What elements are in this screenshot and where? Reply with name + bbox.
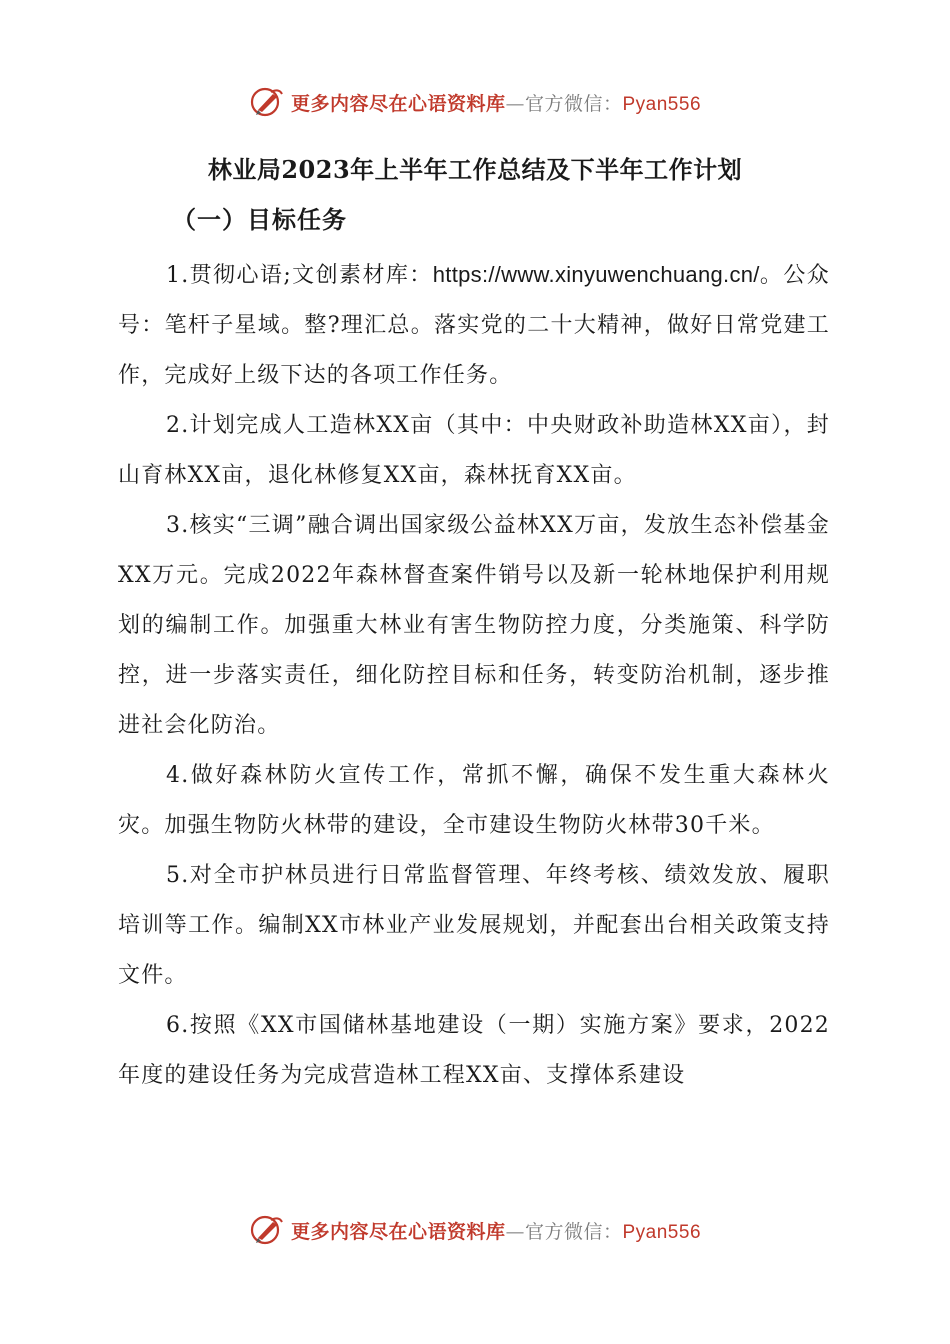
paragraph-1	[118, 250, 830, 401]
watermark-wechat-label: 官方微信：	[524, 1220, 623, 1243]
paragraph-1-url: https://www.xinyuwenchuang.cn/	[432, 262, 760, 287]
header-watermark-banner	[0, 82, 950, 122]
pen-logo-icon	[249, 84, 285, 120]
watermark-wechat-id: Pyan556	[622, 93, 702, 115]
paragraph-1-prefix: 1.贯彻心语;文创素材库：	[166, 263, 433, 288]
paragraph-2: 2.计划完成人工造林XX亩（其中：中央财政补助造林XX亩），封山育林XX亩，退化林修复XX亩，森林抚育XX亩。	[118, 413, 830, 488]
paragraph-3: 3.核实“三调”融合调出国家级公益林XX万亩，发放生态补偿基金XX万元。完成2022年森林督查案件销号以及新一轮林地保护利用规划的编制工作。加强重大林业有害生物防控力度，分类施策、科学防控，进一步落实责任，细化防控目标和任务，转变防治机制，逐步推进社会化防治。	[118, 513, 830, 738]
watermark-text	[291, 89, 701, 116]
paragraph-1-rest: 。公众号：笔杆子星域。整?理汇总。落实党的二十大精神，做好日常党建工作，完成好上级下达的各项工作任务。	[118, 263, 830, 388]
watermark-site-name: 更多内容尽在心语资料库	[290, 92, 506, 115]
pen-logo-icon	[249, 1212, 285, 1248]
watermark-dash: —	[505, 1220, 525, 1243]
watermark-site-name: 更多内容尽在心语资料库	[290, 1220, 506, 1243]
watermark-text	[291, 1217, 701, 1244]
watermark-dash: —	[505, 92, 525, 115]
paragraph-4: 4.做好森林防火宣传工作，常抓不懈，确保不发生重大森林火灾。加强生物防火林带的建设，全市建设生物防火林带30千米。	[118, 763, 830, 838]
footer-watermark-banner	[0, 1210, 950, 1250]
document-body	[118, 250, 830, 1101]
document-title: 林业局2023年上半年工作总结及下半年工作计划	[207, 155, 743, 184]
watermark-wechat-label: 官方微信：	[524, 92, 623, 115]
watermark-wechat-id: Pyan556	[622, 1221, 702, 1243]
paragraph-5: 5.对全市护林员进行日常监督管理、年终考核、绩效发放、履职培训等工作。编制XX市林业产业发展规划，并配套出台相关政策支持文件。	[118, 863, 830, 988]
paragraph-6: 6.按照《XX市国储林基地建设（一期）实施方案》要求，2022年度的建设任务为完成营造林工程XX亩、支撑体系建设	[118, 1013, 830, 1088]
section-heading: （一）目标任务	[172, 205, 347, 234]
